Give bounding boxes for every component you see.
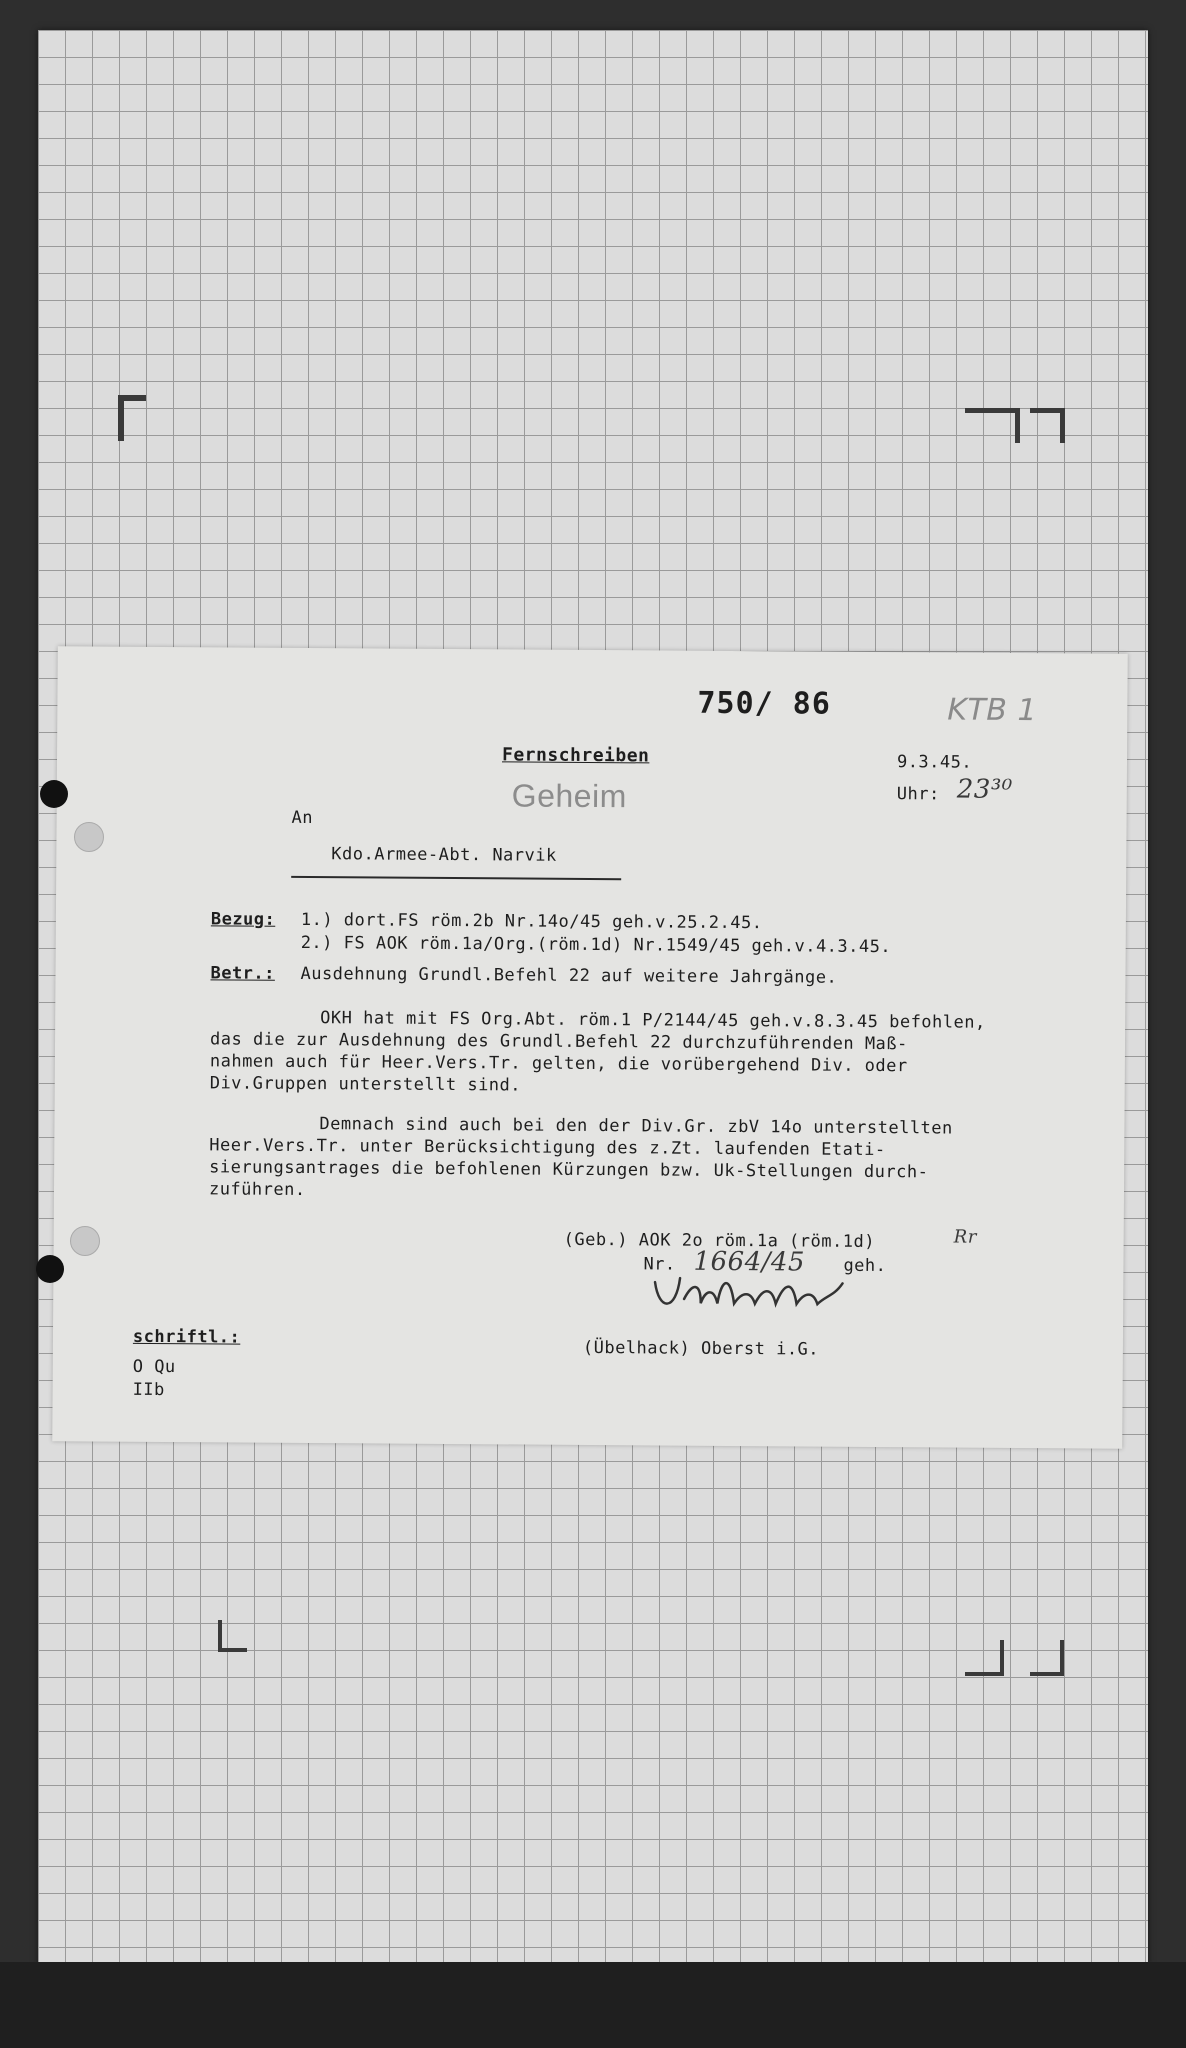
scan-bottom-strip — [0, 1962, 1186, 2048]
telegram-slip — [52, 646, 1128, 1448]
body-line: Demnach sind auch bei den der Div.Gr. zbV 14o unterstellten — [319, 1114, 953, 1139]
subject-label: Betr.: — [210, 963, 275, 984]
body-line: zuführen. — [208, 1179, 306, 1201]
time-value: 23³⁰ — [956, 774, 1013, 805]
classification-stamp: Geheim — [511, 777, 627, 815]
corner-mark-top-left — [118, 395, 146, 441]
sender-line-1: (Geb.) AOK 2o röm.1a (röm.1d) — [563, 1229, 876, 1252]
corner-mark-bottom-left — [218, 1620, 247, 1652]
sender-nr-label: Nr. — [643, 1254, 676, 1275]
recipient-name: Kdo.Armee-Abt. Narvik — [331, 844, 557, 866]
corner-mark-bottom-right-1 — [965, 1640, 1004, 1676]
punch-hole-ghost — [70, 1226, 100, 1256]
reference-line-1: 1.) dort.FS röm.2b Nr.14o/45 geh.v.25.2.45. — [300, 909, 763, 934]
ktb-mark: KTB 1 — [947, 692, 1038, 729]
body-line: nahmen auch für Heer.Vers.Tr. gelten, die vorübergehend Div. oder — [209, 1051, 908, 1077]
copy-recipient: O Qu — [132, 1356, 176, 1378]
handwritten-signature — [628, 1265, 898, 1317]
corner-mark-bottom-right-2 — [1030, 1640, 1064, 1676]
body-line: sierungsantrages die befohlenen Kürzungen bzw. Uk-Stellungen durch- — [209, 1157, 929, 1183]
body-line: das die zur Ausdehnung des Grundl.Befehl 22 durchzuführenden Maß- — [209, 1029, 908, 1055]
punch-hole-ghost — [74, 822, 104, 852]
body-line: OKH hat mit FS Org.Abt. röm.1 P/2144/45 geh.v.8.3.45 befohlen, — [320, 1008, 986, 1033]
copies-label: schriftl.: — [132, 1326, 241, 1348]
archive-number: 750/ 86 — [697, 685, 831, 722]
punch-hole — [36, 1255, 64, 1283]
recipient-divider — [291, 876, 621, 880]
reference-label: Bezug: — [210, 909, 276, 930]
date: 9.3.45. — [896, 752, 973, 773]
copy-recipient: IIb — [132, 1379, 165, 1401]
sender-number: 1664/45 — [693, 1246, 806, 1278]
time-label: Uhr: — [896, 784, 940, 805]
signed-name: (Übelhack) Oberst i.G. — [582, 1337, 820, 1360]
corner-mark-top-right-2 — [1030, 408, 1065, 443]
corner-mark-top-right-1 — [965, 408, 1020, 443]
sender-geh: geh. — [843, 1255, 887, 1277]
recipient-label: An — [291, 807, 314, 829]
sender-annotation: Rr — [953, 1226, 977, 1248]
punch-hole — [40, 780, 68, 808]
body-line: Div.Gruppen unterstellt sind. — [209, 1073, 522, 1096]
body-line: Heer.Vers.Tr. unter Berücksichtigung des z.Zt. laufenden Etati- — [209, 1135, 886, 1161]
subject-text: Ausdehnung Grundl.Befehl 22 auf weitere Jahrgänge. — [300, 963, 838, 988]
reference-line-2: 2.) FS AOK röm.1a/Org.(röm.1d) Nr.1549/45 geh.v.4.3.45. — [300, 932, 892, 958]
document-title: Fernschreiben — [501, 744, 650, 767]
